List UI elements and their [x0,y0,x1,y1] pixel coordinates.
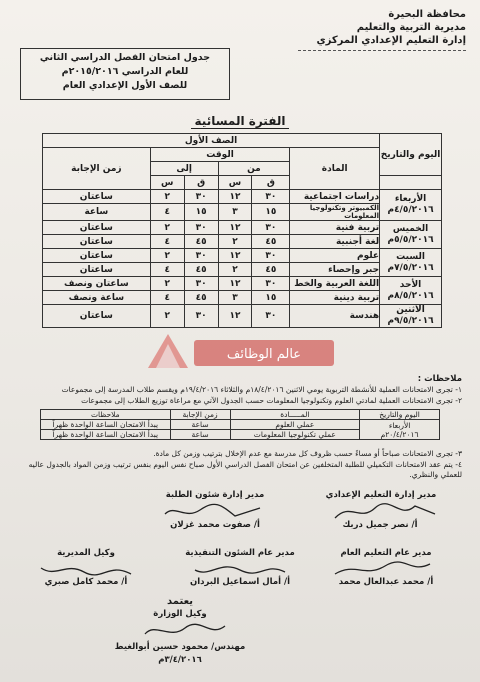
note-2: ٢- تجرى الامتحانات العملية لمادتي العلوم وتكنولوجيا المعلومات حسب الجدول الآتي مع مراعاة توزيع الطلاب إلى مجموعات [81,396,462,405]
to-q-cell: ٤٥ [184,263,218,277]
header-subject: المادة [290,148,380,190]
header-line: محافظة البحيرة [388,9,466,20]
from-q-cell: ٣٠ [252,221,290,235]
duration-cell: ساعتان [43,305,151,328]
from-s-cell: ٢ [218,263,252,277]
approval-name: مهندس/ محمود حسين أبوالغيط [114,642,246,652]
approval-label: يعتمد [167,596,193,607]
from-q-cell: ٤٥ [252,235,290,249]
from-q-cell: ٣٠ [252,277,290,291]
to-q-cell: ٣٠ [184,190,218,204]
day-name: الأربعاء [394,194,427,204]
from-q-cell: ١٥ [252,204,290,221]
schedule-row [43,249,442,263]
from-s-cell: ٣ [218,204,252,221]
sig-general-ed-title: مدير عام التعليم العام [340,548,432,558]
subject-cell: دراسات اجتماعية [290,190,380,204]
watermark-logo [142,322,342,374]
from-q-cell: ١٥ [252,291,290,305]
from-s-cell: ١٢ [218,305,252,328]
title-line: جدول امتحان الفصل الدراسي الثاني [39,52,211,63]
from-s-cell: ٣ [218,291,252,305]
duration-cell: ساعتان [43,221,151,235]
from-s-cell: ١٢ [218,249,252,263]
day-date-cell [380,249,442,277]
to-s-cell: ٢ [150,190,184,204]
header-duration: زمن الإجابة [43,148,151,190]
sig-exec-affairs-name: أ/ أمال اسماعيل البردان [189,577,291,587]
sub-header-subject: المـــــادة [230,410,360,420]
day-date: ٩/٥/٢٠١٦م [387,316,434,326]
note-3: ٣- تجرى الامتحانات صباحاً أو مساءً حسب ظروف كل مدرسة مع عدم الإخلال بترتيب وزمن كل مادة. [153,449,462,458]
schedule-row [43,277,442,291]
watermark-text: عالم الوظائف [226,347,302,362]
sig-students-director-name: أ/ صفوت محمد غزلان [170,520,260,530]
to-q-cell: ٣٠ [184,221,218,235]
day-date-cell [380,221,442,249]
header-from-s: س [218,176,252,190]
to-q-cell: ٣٠ [184,305,218,328]
header-time: الوقت [150,148,290,162]
approval-ministry-title: وكيل الوزارة [153,609,207,619]
title-line: للعام الدراسي ٢٠١٥/٢٠١٦م [61,66,189,77]
duration-cell: ساعتان [43,249,151,263]
day-date: ٥/٥/٢٠١٦م [387,234,434,245]
duration-cell: ساعتان ونصف [43,277,151,291]
sig-general-ed-name: أ/ محمد عبدالعال محمد [338,577,434,587]
to-s-cell: ٢ [150,221,184,235]
sub-remark: يبدأ الامتحان الساعة الواحدة ظهراً [41,420,171,430]
duration-cell: ساعتان [43,235,151,249]
header-grade: الصف الأول [43,134,380,148]
duration-cell: ساعة [43,204,151,221]
note-1: ١- تجرى الامتحانات العملية للأنشطة التربوية يومي الاثنين ١٨/٤/٢٠١٦م والثلاثاء ١٩/٤/٢٠١٦م ويقسم طلاب المدرسة إلى مجموعات [61,385,462,394]
duration-cell: ساعتان [43,190,151,204]
sub-duration: ساعة [170,420,230,430]
schedule-row [43,221,442,235]
to-s-cell: ٢ [150,277,184,291]
subject-cell: هندسة [290,305,380,328]
to-q-cell: ٤٥ [184,235,218,249]
sig-prep-director-name: أ/ نصر جميل دربك [342,520,418,530]
header-to-q: ق [184,176,218,190]
from-q-cell: ٤٥ [252,263,290,277]
sub-header-remarks: ملاحظات [41,410,171,420]
day-name: السبت [396,251,425,262]
subject-cell: علوم [290,249,380,263]
to-s-cell: ٢ [150,249,184,263]
sub-day-cell: الأربعاء ٢٠/٤/٢٠١٦م [360,420,440,440]
to-s-cell: ٤ [150,263,184,277]
sub-subject: عملي العلوم [230,420,360,430]
notes-title: ملاحظات : [417,374,462,384]
header-to-s: س [150,176,184,190]
day-date-cell [380,190,442,221]
to-s-cell: ٤ [150,204,184,221]
sig-students-director-title: مدير إدارة شئون الطلبة [165,490,265,500]
to-q-cell: ٣٠ [184,249,218,263]
title-line: للصف الأول الإعدادي العام [62,80,188,91]
exam-schedule-table [42,133,442,328]
header-from: من [218,162,290,176]
practical-exams-table [40,409,440,440]
header-line: مديرية التربية والتعليم [356,22,466,33]
to-s-cell: ٤ [150,235,184,249]
subject-cell: اللغة العربية والخط [290,277,380,291]
subject-cell: جبر وإحصاء [290,263,380,277]
sig-deputy-title: وكيل المديرية [57,548,115,558]
day-date: ٧/٥/٢٠١٦م [387,262,434,273]
from-s-cell: ٢ [218,235,252,249]
to-q-cell: ٣٠ [184,277,218,291]
day-date: ٨/٥/٢٠١٦م [387,290,434,301]
signature-scribble [140,620,230,642]
sig-prep-director-title: مدير إدارة التعليم الإعدادي [325,490,437,500]
header-day-date: اليوم والتاريخ [380,134,442,176]
duration-cell: ساعة ونصف [43,291,151,305]
from-q-cell: ٣٠ [252,305,290,328]
duration-cell: ساعتان [43,263,151,277]
from-s-cell: ١٢ [218,277,252,291]
to-s-cell: ٢ [150,305,184,328]
sub-duration: ساعة [170,430,230,440]
note-4-cont: للعملي والنظري. [409,470,462,479]
from-s-cell: ١٢ [218,221,252,235]
subject-cell: لغة أجنبية [290,235,380,249]
from-q-cell: ٣٠ [252,249,290,263]
sig-deputy-name: أ/ محمد كامل صبري [44,577,128,587]
day-name: الاثنين [396,305,425,315]
from-q-cell: ٣٠ [252,190,290,204]
schedule-row [43,190,442,204]
from-s-cell: ١٢ [218,190,252,204]
header-from-q: ق [252,176,290,190]
header-divider [298,50,466,51]
day-date: ٤/٥/٢٠١٦م [387,205,434,215]
period-heading: الفترة المسائية [0,114,480,128]
header-spacer [380,176,442,190]
subject-cell: تربية دينية [290,291,380,305]
day-name: الأحد [399,279,422,290]
note-4: ٤- يتم عقد الامتحانات التكميلي للطلبة المتخلفين عن امتحان الفصل الدراسي الأول صباح نفس اليوم بنفس ترتيب وزمن المواد بالجدول عاليه [28,460,462,469]
sub-header-duration: زمن الإجابة [170,410,230,420]
to-q-cell: ٤٥ [184,291,218,305]
subject-cell: الكمبيوتر وتكنولوجيا المعلومات [290,204,380,221]
to-q-cell: ١٥ [184,204,218,221]
header-line: إدارة التعليم الإعدادي المركزي [316,35,466,46]
day-name: الخميس [392,223,429,234]
day-date-cell [380,277,442,305]
sub-remark: يبدأ الامتحان الساعة الواحدة ظهراً [41,430,171,440]
sub-header-day: اليوم والتاريخ [360,410,440,420]
schedule-title-box [20,48,230,100]
sub-subject: عملي تكنولوجيا المعلومات [230,430,360,440]
to-s-cell: ٤ [150,291,184,305]
directorate-header [316,8,466,47]
subject-cell: تربية فنية [290,221,380,235]
approval-date: ٣/٤/٢٠١٦م [158,655,202,665]
sig-exec-affairs-title: مدير عام الشئون التنفيذية [185,548,295,558]
header-to: إلى [150,162,218,176]
day-date-cell [380,305,442,328]
